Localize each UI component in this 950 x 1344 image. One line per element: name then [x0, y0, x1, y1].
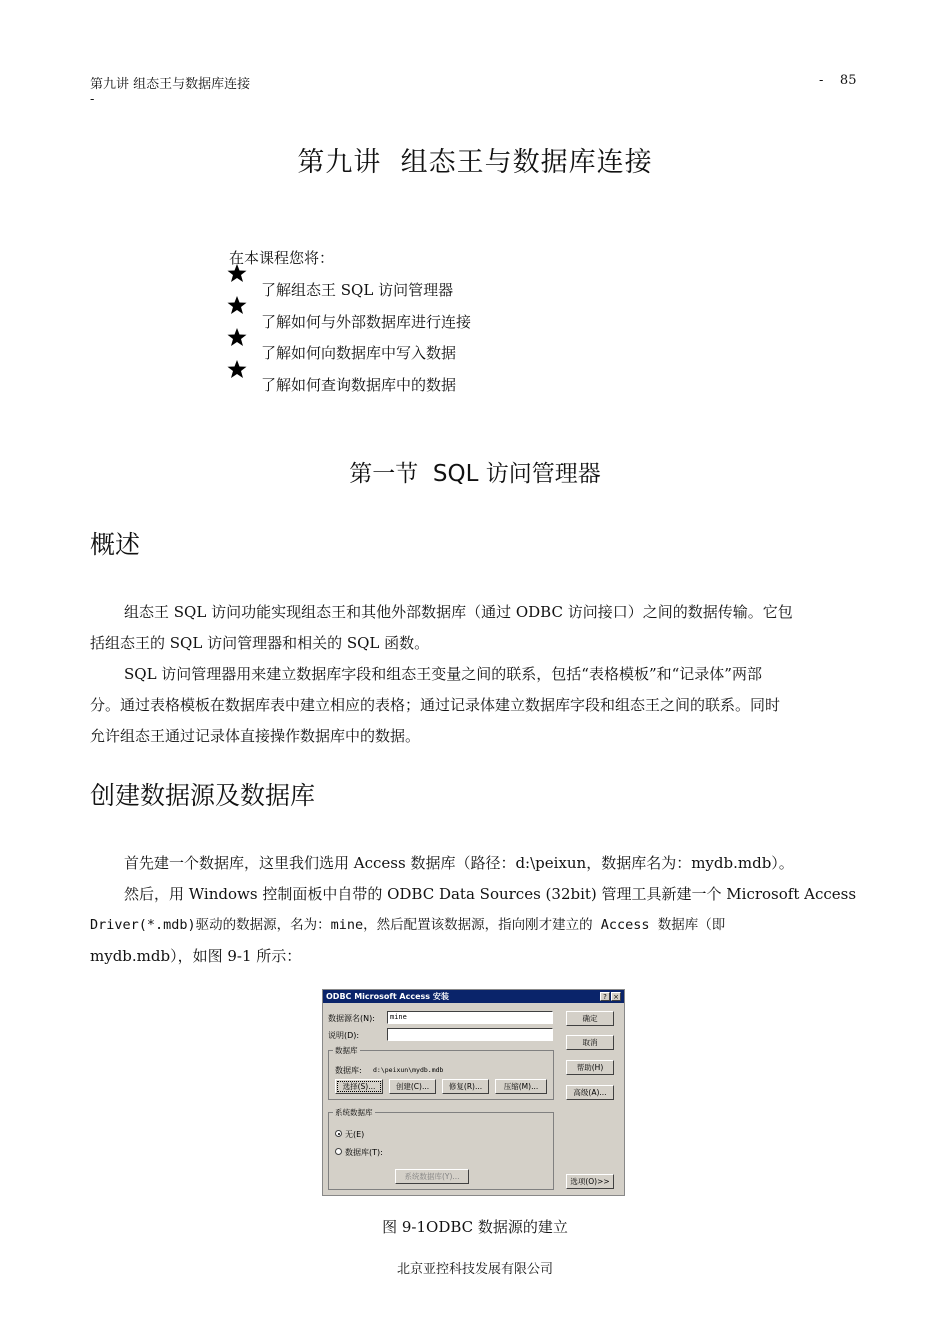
intro-lead: 在本课程您将：	[229, 249, 335, 267]
description-field[interactable]	[387, 1028, 553, 1041]
intro-item: 了解如何向数据库中写入数据	[261, 344, 457, 362]
repair-button[interactable]: 修复(R)...	[442, 1079, 489, 1094]
none-radio-label: 无(E)	[345, 1130, 365, 1139]
star-icon	[227, 295, 247, 315]
help-title-button[interactable]: ?	[600, 992, 610, 1001]
header-dash: -	[90, 92, 95, 107]
ok-button[interactable]: 确定	[566, 1011, 614, 1026]
text-line: SQL 访问管理器用来建立数据库字段和组态王变量之间的联系，包括“表格模板”和“记录体”两部	[124, 665, 762, 683]
text-line: 然后，用 Windows 控制面板中自带的 ODBC Data Sources (32bit) 管理工具新建一个 Microsoft Access	[124, 885, 857, 903]
text-line: Driver(*.mdb)驱动的数据源，名为：mine，然后配置该数据源，指向刚才建立的 Access 数据库（即	[90, 917, 726, 933]
dsn-label: 数据源名(N):	[328, 1014, 375, 1023]
create-button[interactable]: 创建(C)...	[389, 1079, 436, 1094]
create-paragraph	[90, 848, 860, 972]
text-line: 允许组态王通过记录体直接操作数据库中的数据。	[90, 727, 421, 745]
intro-item: 了解如何与外部数据库进行连接	[261, 313, 472, 331]
star-icon	[227, 327, 247, 347]
close-title-button[interactable]: ×	[611, 992, 621, 1001]
section-title: 第一节 SQL 访问管理器	[349, 461, 601, 487]
create-heading: 创建数据源及数据库	[90, 781, 316, 810]
system-database-group-label: 系统数据库	[335, 1108, 373, 1117]
overview-heading: 概述	[90, 530, 141, 559]
compact-button[interactable]: 压缩(M)...	[495, 1079, 547, 1094]
database-group	[328, 1046, 554, 1100]
system-database-group	[328, 1108, 554, 1190]
star-icon	[227, 359, 247, 379]
help-button[interactable]: 帮助(H)	[566, 1060, 614, 1075]
text-line: mydb.mdb），如图 9-1 所示：	[90, 947, 302, 965]
database-group-label: 数据库	[335, 1046, 358, 1055]
description-label: 说明(D):	[328, 1031, 360, 1040]
intro-item: 了解如何查询数据库中的数据	[261, 376, 457, 394]
page-footer: 北京亚控科技发展有限公司	[396, 1262, 553, 1277]
dsn-field[interactable]: mine	[387, 1011, 553, 1024]
figure-caption: 图 9-1ODBC 数据源的建立	[382, 1218, 568, 1236]
star-icon	[227, 263, 247, 283]
page-title: 第九讲 组态王与数据库连接	[297, 147, 653, 178]
database-radio-label: 数据库(T):	[345, 1148, 383, 1157]
advanced-button[interactable]: 高级(A)...	[566, 1085, 614, 1100]
overview-paragraph	[90, 597, 860, 752]
cancel-button[interactable]: 取消	[566, 1035, 614, 1050]
text-line: 组态王 SQL 访问功能实现组态王和其他外部数据库（通过 ODBC 访问接口）之间的数据传输。它包	[124, 603, 793, 621]
text-line: 分。通过表格模板在数据库表中建立相应的表格；通过记录体建立数据库字段和组态王之间的联系。同时	[90, 696, 781, 714]
options-button[interactable]: 选项(O)>>	[566, 1174, 614, 1189]
select-button[interactable]: 选择(S)...	[335, 1079, 383, 1094]
text-line: 括组态王的 SQL 访问管理器和相关的 SQL 函数。	[90, 634, 430, 652]
database-radio[interactable]	[335, 1148, 342, 1155]
database-label: 数据库:	[335, 1066, 362, 1075]
odbc-setup-dialog	[322, 989, 625, 1196]
text-line: 首先建一个数据库，这里我们选用 Access 数据库（路径：d:\peixun，数据库名为：mydb.mdb）。	[124, 854, 794, 872]
page-number: - 85	[819, 73, 857, 88]
dialog-title: ODBC Microsoft Access 安装	[323, 990, 624, 1003]
none-radio[interactable]	[335, 1130, 342, 1137]
intro-item: 了解组态王 SQL 访问管理器	[261, 281, 454, 299]
running-header: 第九讲 组态王与数据库连接	[90, 77, 251, 92]
system-database-button[interactable]: 系统数据库(Y)...	[395, 1169, 469, 1184]
database-path: d:\peixun\mydb.mdb	[373, 1066, 444, 1074]
